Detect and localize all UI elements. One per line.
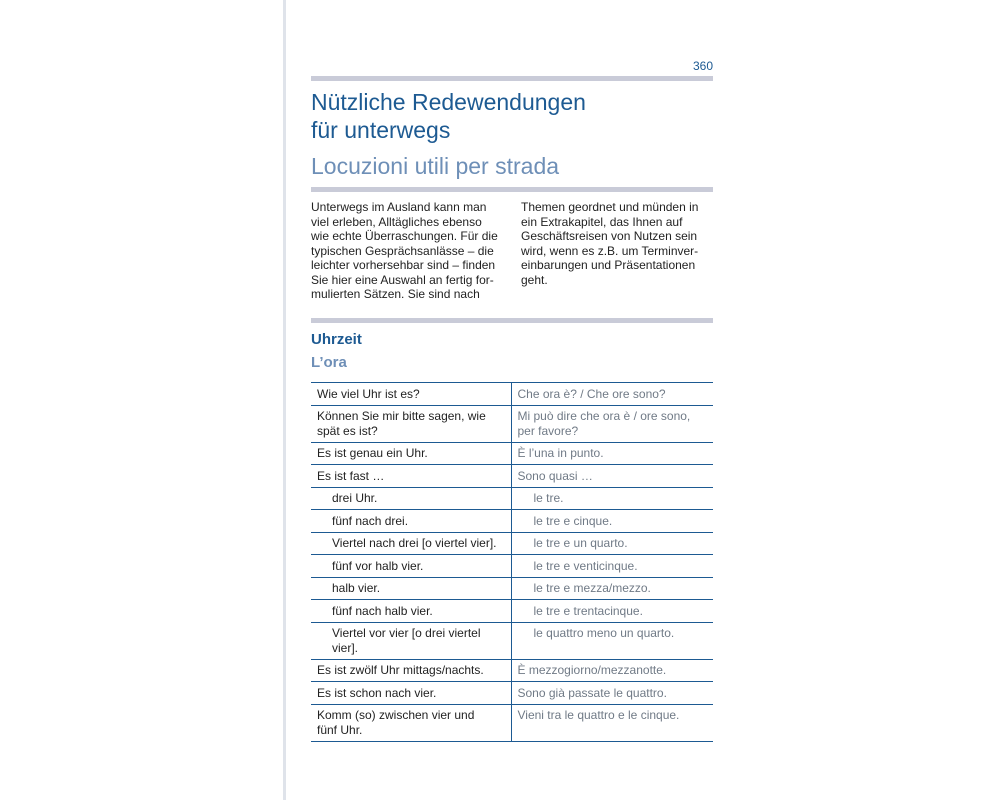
divider-section xyxy=(311,318,713,323)
german-phrase: Es ist genau ein Uhr. xyxy=(317,446,428,460)
italian-phrase: le tre e cinque. xyxy=(533,513,613,528)
italian-phrase: per favore? xyxy=(517,423,579,438)
german-phrase: Viertel vor vier [o drei viertel xyxy=(332,626,481,640)
german-phrase: drei Uhr. xyxy=(332,491,378,505)
intro-line: Geschäftsreisen von Nutzen sein xyxy=(521,229,698,243)
italian-phrase: Vieni tra le quattro e le cinque. xyxy=(517,708,680,722)
section-heading-german: Uhrzeit xyxy=(311,331,362,348)
italian-phrase: le tre e un quarto. xyxy=(533,536,628,550)
phrase-table xyxy=(311,382,713,742)
german-phrase: Es ist fast … xyxy=(317,468,385,483)
italian-phrase: Mi può dire che ora è / ore sono, xyxy=(517,409,691,423)
german-phrase: fünf nach drei. xyxy=(332,513,409,528)
table-row xyxy=(311,600,713,623)
intro-line: viel erleben, Alltägliches ebenso xyxy=(311,214,482,229)
german-phrase-cell xyxy=(311,659,511,682)
italian-phrase-cell xyxy=(511,704,713,741)
italian-phrase: È mezzogiorno/mezzanotte. xyxy=(517,663,667,677)
italian-phrase-cell xyxy=(511,577,713,600)
intro-line: geht. xyxy=(521,272,548,287)
italian-phrase-cell xyxy=(511,622,713,659)
italian-phrase: Sono quasi … xyxy=(517,468,593,483)
intro-line: ein Extrakapitel, das Ihnen auf xyxy=(521,214,683,229)
section-heading-italian: L’ora xyxy=(311,354,347,371)
italian-phrase: le tre e trentacinque. xyxy=(533,603,643,618)
italian-phrase-cell xyxy=(511,442,713,465)
italian-phrase-cell xyxy=(511,600,713,623)
german-phrase-cell xyxy=(311,532,511,555)
intro-line: leichter vorhersehbar sind – finden xyxy=(311,258,496,272)
german-phrase-cell xyxy=(311,577,511,600)
italian-phrase-cell xyxy=(511,659,713,682)
title-line: für unterwegs xyxy=(311,117,451,143)
table-row xyxy=(311,510,713,533)
intro-column-1 xyxy=(311,200,503,302)
intro-column-2 xyxy=(521,200,713,302)
italian-phrase-cell xyxy=(511,555,713,578)
divider-intro xyxy=(311,187,713,192)
italian-phrase: le quattro meno un quarto. xyxy=(533,626,675,640)
italian-phrase-cell xyxy=(511,532,713,555)
german-phrase-cell xyxy=(311,555,511,578)
german-phrase: vier]. xyxy=(332,640,359,655)
italian-phrase: È l’una in punto. xyxy=(517,446,604,460)
table-row xyxy=(311,405,713,442)
italian-phrase: le tre e mezza/mezzo. xyxy=(533,581,651,595)
german-phrase-cell xyxy=(311,465,511,488)
italian-phrase: le tre e venticinque. xyxy=(533,558,638,573)
german-phrase-cell xyxy=(311,622,511,659)
intro-text xyxy=(311,200,713,302)
italian-phrase: Che ora è? / Che ore sono? xyxy=(517,386,666,401)
intro-line: Sie hier eine Auswahl an fertig for- xyxy=(311,272,494,287)
italian-phrase-cell xyxy=(511,405,713,442)
table-row xyxy=(311,465,713,488)
table-row xyxy=(311,487,713,510)
german-phrase: halb vier. xyxy=(332,581,381,595)
italian-phrase-cell xyxy=(511,682,713,705)
table-row xyxy=(311,704,713,741)
italian-phrase-cell xyxy=(511,465,713,488)
divider-top xyxy=(311,76,713,81)
german-phrase-cell xyxy=(311,383,511,406)
table-row xyxy=(311,442,713,465)
intro-line: einbarungen und Präsentationen xyxy=(521,258,696,272)
german-phrase: Es ist zwölf Uhr mittags/nachts. xyxy=(317,663,484,677)
intro-line: Unterwegs im Ausland kann man xyxy=(311,200,487,214)
intro-line: wird, wenn es z.B. um Terminver- xyxy=(521,243,699,258)
table-row xyxy=(311,555,713,578)
italian-phrase-cell xyxy=(511,487,713,510)
book-spine xyxy=(283,0,286,800)
german-phrase-cell xyxy=(311,442,511,465)
german-phrase-cell xyxy=(311,405,511,442)
german-phrase-cell xyxy=(311,510,511,533)
table-row xyxy=(311,577,713,600)
intro-line: typischen Gesprächsanlässe – die xyxy=(311,243,494,258)
german-phrase-cell xyxy=(311,682,511,705)
phrase-table-body xyxy=(311,383,713,742)
italian-phrase-cell xyxy=(511,383,713,406)
german-phrase-cell xyxy=(311,600,511,623)
german-phrase: Komm (so) zwischen vier und xyxy=(317,708,475,722)
page-title-german xyxy=(311,88,586,144)
table-row xyxy=(311,622,713,659)
title-line: Nützliche Redewendungen xyxy=(311,89,586,115)
german-phrase: Es ist schon nach vier. xyxy=(317,685,437,700)
intro-line: mulierten Sätzen. Sie sind nach xyxy=(311,287,480,301)
intro-line: Themen geordnet und münden in xyxy=(521,200,699,214)
german-phrase-cell xyxy=(311,487,511,510)
german-phrase: fünf vor halb vier. xyxy=(332,558,424,573)
table-row xyxy=(311,532,713,555)
italian-phrase-cell xyxy=(511,510,713,533)
page-number: 360 xyxy=(692,59,713,73)
table-row xyxy=(311,659,713,682)
italian-phrase: Sono già passate le quattro. xyxy=(517,685,667,700)
italian-phrase: le tre. xyxy=(533,491,564,505)
german-phrase: Können Sie mir bitte sagen, wie xyxy=(317,409,486,423)
table-row xyxy=(311,383,713,406)
german-phrase-cell xyxy=(311,704,511,741)
intro-line: wie echte Überraschungen. Für die xyxy=(311,229,498,243)
page-title-italian: Locuzioni utili per strada xyxy=(311,153,560,179)
table-row xyxy=(311,682,713,705)
german-phrase: spät es ist? xyxy=(317,423,378,438)
german-phrase: Wie viel Uhr ist es? xyxy=(317,386,420,401)
german-phrase: Viertel nach drei [o viertel vier]. xyxy=(332,536,497,550)
german-phrase: fünf nach halb vier. xyxy=(332,603,433,618)
german-phrase: fünf Uhr. xyxy=(317,722,363,737)
